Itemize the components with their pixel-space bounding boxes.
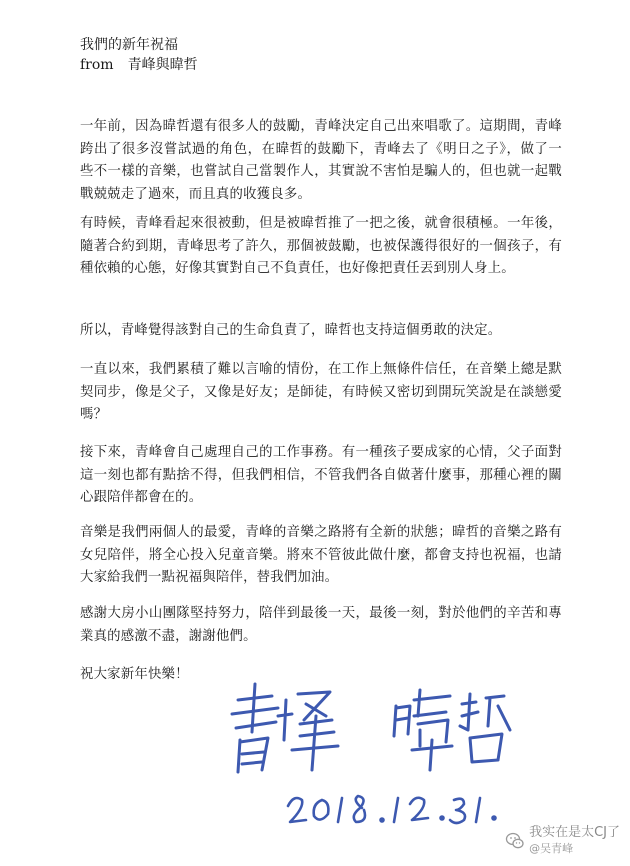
paragraph-1: 一年前，因為暐哲還有很多人的鼓勵，青峰決定自己出來唱歌了。這期間，青峰跨出了很多沒嘗試過的角色，在暐哲的鼓勵下，青峰去了《明日之子》，做了一些不一樣的音樂，也嘗試自己當製作人，其實說不害怕是騙人的，但也就一起戰戰兢兢走了過來，而且真的收獲良多。	[80, 119, 562, 202]
weibo-watermark	[505, 825, 620, 856]
watermark-handle: @吴青峰	[529, 842, 574, 855]
watermark-text: 我实在是太CJ了	[529, 825, 620, 840]
letter-from-line: from 青峰與暐哲	[80, 57, 198, 73]
signature-names	[240, 720, 245, 721]
wechat-icon	[505, 831, 525, 851]
paragraph-2: 有時候，青峰看起來很被動，但是被暐哲推了一把之後，就會很積極。一年後，隨著合約到期，青峰思考了許久，那個被鼓勵，也被保護得很好的一個孩子，有種依賴的心態，好像其實對自己不負責任，也好像把責任丟到別人身上。	[80, 216, 562, 276]
paragraph-4: 一直以來，我們累積了難以言喻的情份，在工作上無條件信任，在音樂上總是默契同步，像是父子，又像是好友；是師徒，有時候又密切到開玩笑說是在談戀愛嗎？	[80, 362, 562, 422]
closing-line: 祝大家新年快樂！	[80, 667, 189, 682]
paragraph-3: 所以，青峰覺得該對自己的生命負責了，暐哲也支持這個勇敢的決定。	[80, 323, 502, 338]
letter-title: 我們的新年祝福	[80, 37, 178, 53]
paragraph-7: 感謝大房小山團隊堅持努力，陪伴到最後一天，最後一刻，對於他們的辛苦和專業真的感激不盡，謝謝他們。	[80, 606, 562, 644]
handwritten-date	[283, 790, 289, 791]
paragraph-5: 接下來，青峰會自己處理自己的工作事務。有一種孩子要成家的心情，父子面對這一刻也都有點捨不得，但我們相信，不管我們各自做著什麼事，那種心裡的關心跟陪伴都會在的。	[80, 445, 562, 505]
paragraph-6: 音樂是我們兩個人的最愛，青峰的音樂之路將有全新的狀態；暐哲的音樂之路有女兒陪伴，將全心投入兒童音樂。將來不管彼此做什麼，都會支持也祝福，也請大家給我們一點祝福與陪伴，替我們加油。	[80, 525, 562, 585]
